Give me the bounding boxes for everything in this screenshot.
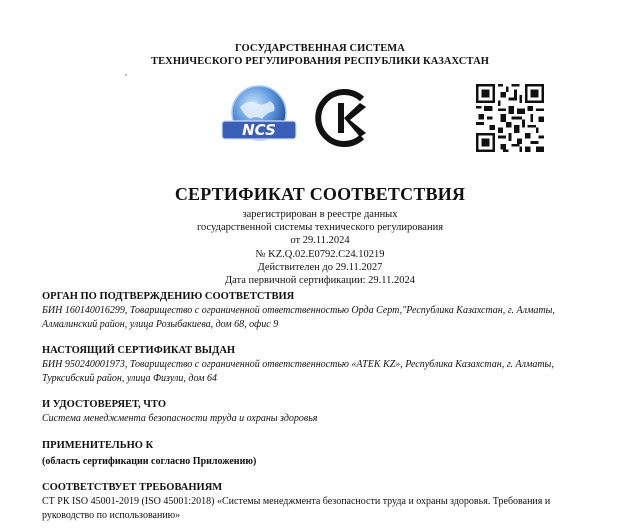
requirements-text: СТ РК ISO 45001-2019 (ISO 45001:2018) «Системы менеджмента безопасности труда и охраны здоровья. Требования и руководство по использованию» xyxy=(42,496,551,521)
valid-until: Действителен до 29.11.2027 xyxy=(257,261,383,273)
organ-title: ОРГАН ПО ПОДТВЕРЖДЕНИЮ СООТВЕТСТВИЯ xyxy=(42,291,295,302)
ncs-logo-icon xyxy=(218,83,300,151)
ncs-logo-text: NCS xyxy=(242,121,276,139)
date-line: от 29.11.2024 xyxy=(290,235,350,247)
qr-code-icon xyxy=(476,84,544,152)
stray-mark: , xyxy=(125,68,127,77)
registration-block xyxy=(0,208,640,287)
issued-title: НАСТОЯЩИЙ СЕРТИФИКАТ ВЫДАН xyxy=(42,345,236,356)
requirements-title: СООТВЕТСТВУЕТ ТРЕБОВАНИЯМ xyxy=(42,482,223,493)
issued-section xyxy=(42,344,602,385)
certifies-title: И УДОСТОВЕРЯЕТ, ЧТО xyxy=(42,399,166,410)
requirements-section xyxy=(42,481,602,522)
applicable-title: ПРИМЕНИТЕЛЬНО К xyxy=(42,440,154,451)
first-certification-date: Дата первичной сертификации: 29.11.2024 xyxy=(224,275,416,287)
applicable-text: (область сертификации согласно Приложению) xyxy=(42,456,257,467)
registered-line-2: государственной системы технического регулирования xyxy=(196,222,444,234)
certifies-text: Система менеджмента безопасности труда и охраны здоровья xyxy=(42,413,318,424)
header-line-1: ГОСУДАРСТВЕННАЯ СИСТЕМА xyxy=(234,43,405,54)
applicable-section xyxy=(42,439,602,468)
organ-section xyxy=(42,290,602,331)
header-line-2: ТЕХНИЧЕСКОГО РЕГУЛИРОВАНИЯ РЕСПУБЛИКИ КАЗАХСТАН xyxy=(150,56,490,67)
issued-text: БИН 950240001973, Товарищество с ограниченной ответственностью «ATEK KZ», Республика Казахстан, г. Алматы, Турксибский район, улица Физули, дом 64 xyxy=(42,359,554,384)
ck-conformity-mark-icon xyxy=(310,85,376,151)
certificate-title: СЕРТИФИКАТ СООТВЕТСТВИЯ xyxy=(174,184,466,204)
registered-line-1: зарегистрирован в реестре данных xyxy=(242,209,398,220)
organ-text: БИН 160140016299, Товарищество с ограниченной ответственностью Орда Серт,"Республика Казахстан, г. Алматы, Алмалинский район, улица Розыбакиева, дом 68, офис 9 xyxy=(42,305,555,330)
certificate-number: № KZ.Q.02.E0792.C24.10219 xyxy=(255,248,385,260)
certifies-section xyxy=(42,398,602,426)
ck-mark-text: СК xyxy=(342,149,344,150)
header-title xyxy=(0,42,640,68)
